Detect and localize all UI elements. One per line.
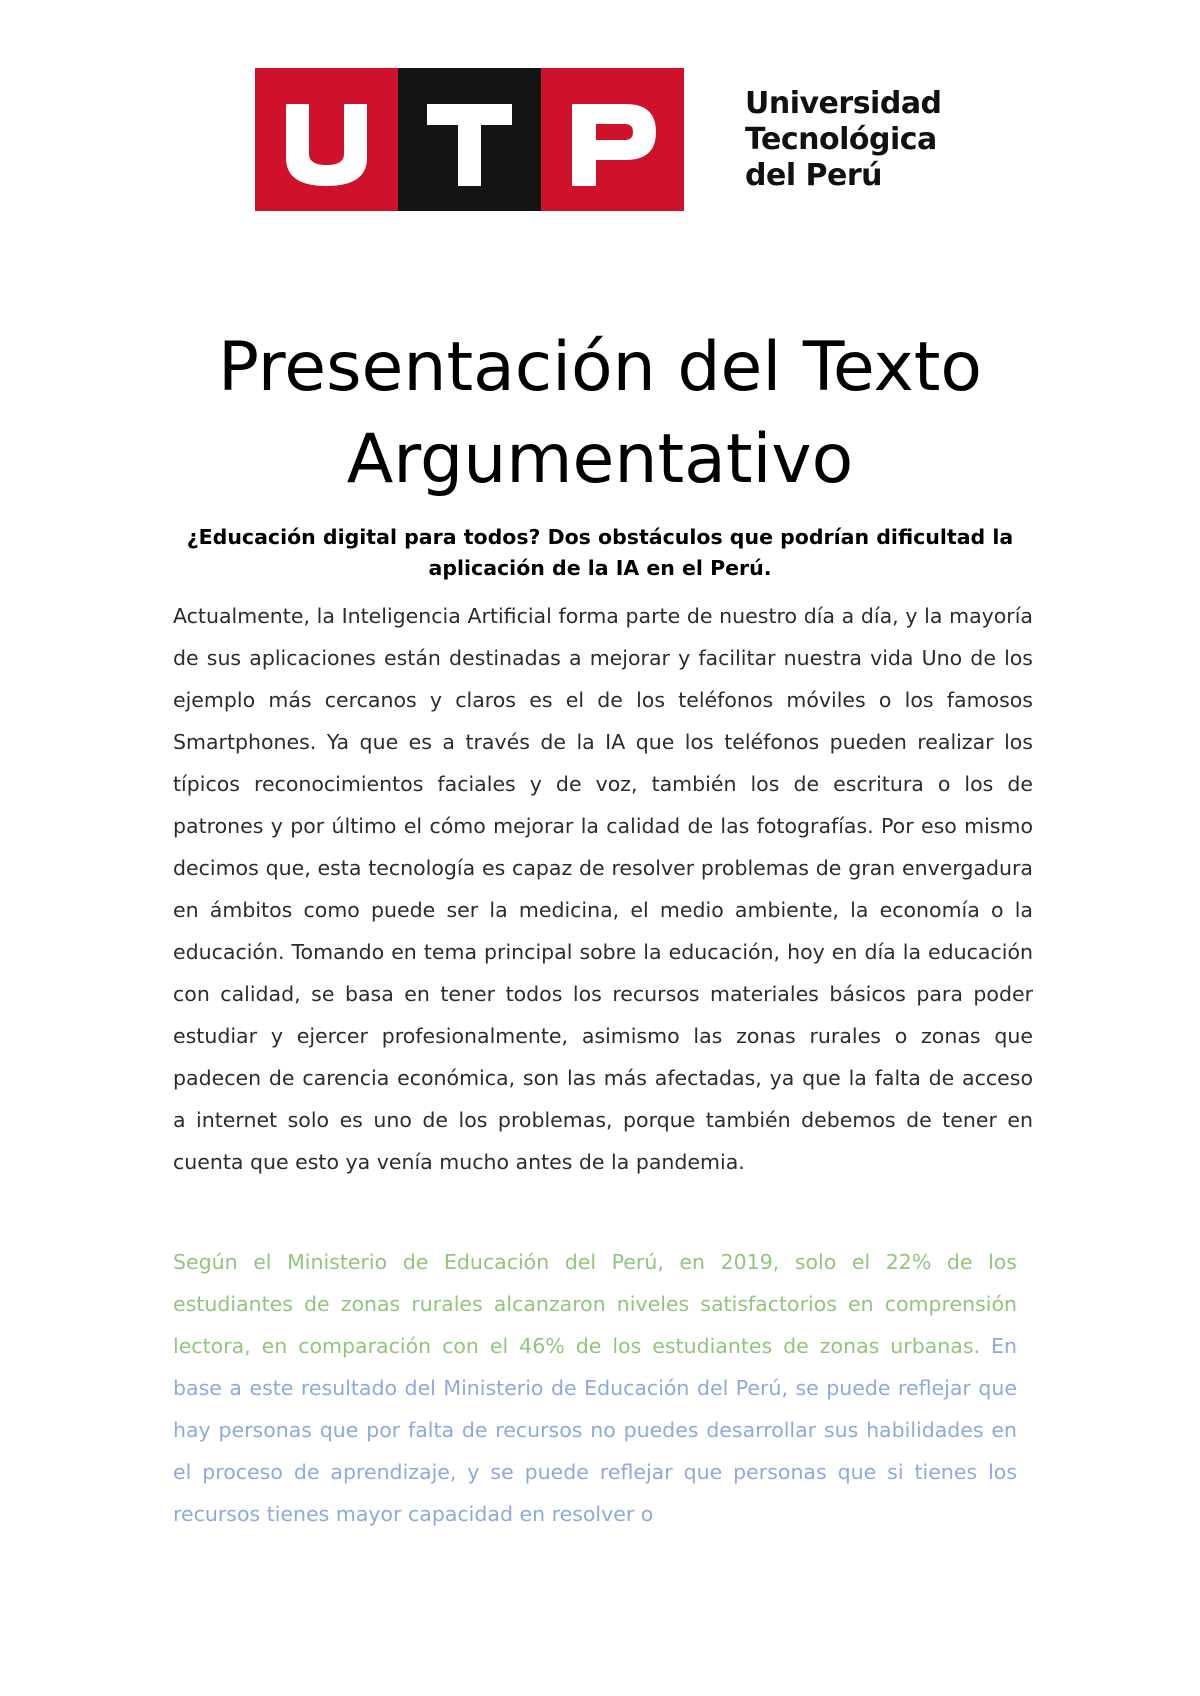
utp-logo [255,68,955,211]
letter-u-icon [255,68,398,211]
document-subtitle: ¿Educación digital para todos? Dos obstáculos que podrían dificultad la aplicación de la IA en el Perú. [186,525,1014,580]
university-name [745,68,955,211]
letter-p-icon [541,68,684,211]
title-line-2: Argumentativo [346,420,854,499]
body-paragraph-2 [173,1241,1017,1535]
university-name-line-1: Universidad [745,85,942,121]
logo-block-u [255,68,398,211]
paragraph-2-green-text: Según el Ministerio de Educación del Perú, en 2019, solo el 22% de los estudiantes de zonas rurales alcanzaron niveles satisfactorios en comprensión lectora, en comparación con el 46% de los estudiantes de zonas urbanas. [173,1250,1017,1358]
logo-block-t [398,68,541,211]
logo-block-p [541,68,684,211]
document-title [100,322,1100,506]
paragraph-2-blue-text: En base a este resultado del Ministerio de Educación del Perú, se puede reflejar que hay personas que por falta de recursos no puedes desarrollar sus habilidades en el proceso de aprendizaje, y se puede reflejar que personas que si tienes los recursos tienes mayor capacidad en resolver o [173,1334,1017,1526]
title-line-1: Presentación del Texto [217,328,983,407]
body-paragraph-1: Actualmente, la Inteligencia Artificial forma parte de nuestro día a día, y la mayoría de sus aplicaciones están destinadas a mejorar y facilitar nuestra vida Uno de los ejemplo más cercanos y claros es el de los teléfonos móviles o los famosos Smartphones. Ya que es a través de la IA que los teléfonos pueden realizar los típicos reconocimientos faciales y de voz, también los de escritura o los de patrones y por último el cómo mejorar la calidad de las fotografías. Por eso mismo decimos que, esta tecnología es capaz de resolver problemas de gran envergadura en ámbitos como puede ser la medicina, el medio ambiente, la economía o la educación. Tomando en tema principal sobre la educación, hoy en día la educación con calidad, se basa en tener todos los recursos materiales básicos para poder estudiar y ejercer profesionalmente, asimismo las zonas rurales o zonas que padecen de carencia económica, son las más afectadas, ya que la falta de acceso a internet solo es uno de los problemas, porque también debemos de tener en cuenta que esto ya venía mucho antes de la pandemia. [173,604,1033,1174]
university-name-line-2: Tecnológica [745,121,937,157]
university-name-line-3: del Perú [745,157,883,193]
letter-t-icon [398,68,541,211]
